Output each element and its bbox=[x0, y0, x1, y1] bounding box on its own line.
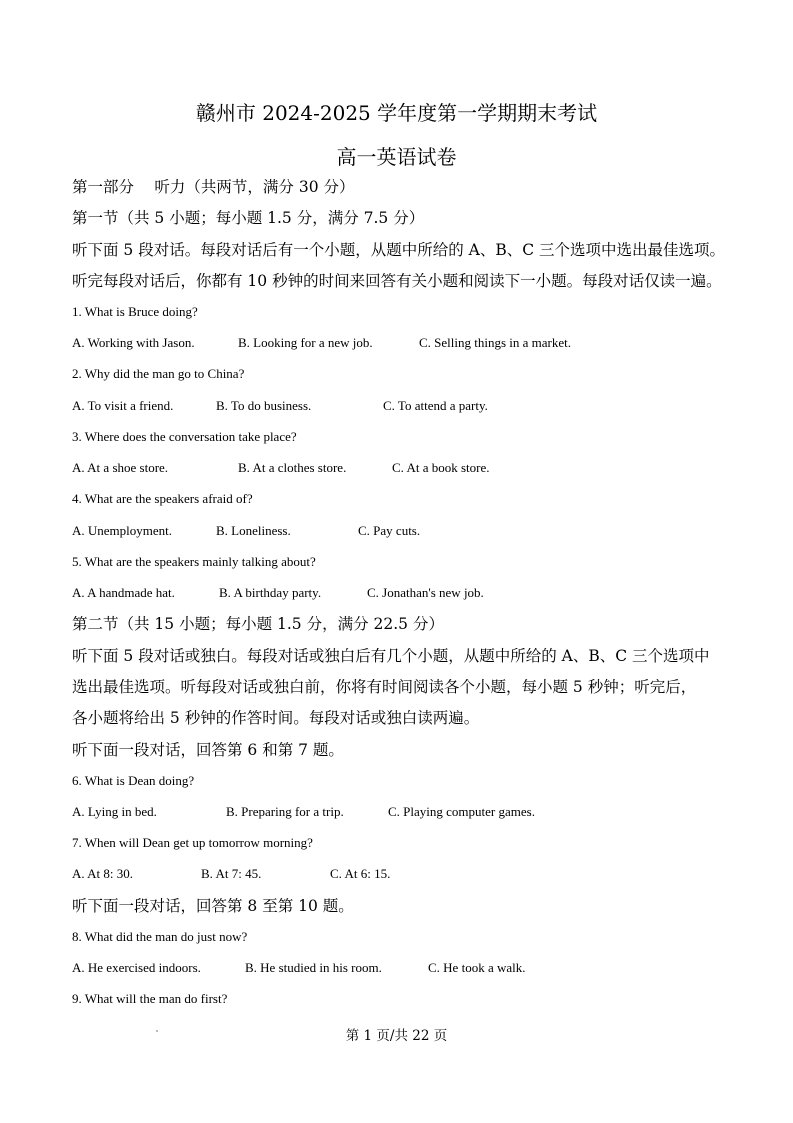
option-b: B. At a clothes store. bbox=[238, 460, 347, 475]
option-c: C. At 6: 15. bbox=[330, 866, 391, 881]
option-a: A. A handmade hat. bbox=[72, 585, 175, 600]
dialog-intro: 听下面一段对话，回答第 6 和第 7 题。 bbox=[72, 741, 344, 759]
section1-instruction-line: 听完每段对话后，你都有 10 秒钟的时间来回答有关小题和阅读下一小题。每段对话仅读一遍。 bbox=[72, 272, 722, 290]
question-text: 4. What are the speakers afraid of? bbox=[72, 491, 253, 506]
option-a: A. To visit a friend. bbox=[72, 398, 174, 413]
section2-instruction-line: 各小题将给出 5 秒钟的作答时间。每段对话或独白读两遍。 bbox=[72, 709, 480, 727]
option-b: B. To do business. bbox=[216, 398, 312, 413]
page-footer: 第 1 页/共 22 页 bbox=[345, 1028, 448, 1044]
exam-subtitle: 高一英语试卷 bbox=[336, 145, 457, 169]
option-a: A. Lying in bed. bbox=[72, 804, 157, 819]
question-text: 1. What is Bruce doing? bbox=[72, 304, 198, 319]
question-text: 9. What will the man do first? bbox=[72, 991, 228, 1006]
option-c: C. Playing computer games. bbox=[388, 804, 535, 819]
section2-instruction-line: 听下面 5 段对话或独白。每段对话或独白后有几个小题，从题中所给的 A、B、C 三个选项中 bbox=[72, 647, 710, 665]
option-b: B. At 7: 45. bbox=[201, 866, 262, 881]
dialog-intro: 听下面一段对话，回答第 8 至第 10 题。 bbox=[72, 897, 354, 915]
option-c: C. Selling things in a market. bbox=[419, 335, 572, 350]
question-text: 3. Where does the conversation take place? bbox=[72, 429, 297, 444]
question-text: 2. Why did the man go to China? bbox=[72, 366, 245, 381]
question-text: 6. What is Dean doing? bbox=[72, 773, 195, 788]
question-text: 8. What did the man do just now? bbox=[72, 929, 248, 944]
question-text: 7. When will Dean get up tomorrow morning? bbox=[72, 835, 313, 850]
option-b: B. Preparing for a trip. bbox=[226, 804, 344, 819]
option-c: C. Pay cuts. bbox=[358, 523, 421, 538]
option-a: A. Working with Jason. bbox=[72, 335, 195, 350]
part1-heading: 第一部分 听力（共两节，满分 30 分） bbox=[72, 178, 355, 196]
option-a: A. At 8: 30. bbox=[72, 866, 134, 881]
option-c: C. He took a walk. bbox=[428, 960, 526, 975]
section1-heading: 第一节（共 5 小题；每小题 1.5 分，满分 7.5 分） bbox=[72, 209, 425, 227]
option-a: A. He exercised indoors. bbox=[72, 960, 201, 975]
option-c: C. To attend a party. bbox=[383, 398, 488, 413]
option-b: B. Loneliness. bbox=[216, 523, 291, 538]
option-b: B. A birthday party. bbox=[219, 585, 322, 600]
option-a: A. Unemployment. bbox=[72, 523, 173, 538]
question-text: 5. What are the speakers mainly talking about? bbox=[72, 554, 316, 569]
option-c: C. At a book store. bbox=[392, 460, 490, 475]
option-a: A. At a shoe store. bbox=[72, 460, 169, 475]
option-b: B. He studied in his room. bbox=[245, 960, 382, 975]
section2-instruction-line: 选出最佳选项。听每段对话或独白前，你将有时间阅读各个小题，每小题 5 秒钟；听完后， bbox=[72, 678, 697, 696]
exam-title: 赣州市 2024-2025 学年度第一学期期末考试 bbox=[195, 101, 598, 125]
section1-instruction-line: 听下面 5 段对话。每段对话后有一个小题，从题中所给的 A、B、C 三个选项中选出最佳选项。 bbox=[72, 241, 726, 259]
section2-heading: 第二节（共 15 小题；每小题 1.5 分，满分 22.5 分） bbox=[72, 615, 444, 633]
option-c: C. Jonathan's new job. bbox=[367, 585, 484, 600]
option-b: B. Looking for a new job. bbox=[238, 335, 373, 350]
